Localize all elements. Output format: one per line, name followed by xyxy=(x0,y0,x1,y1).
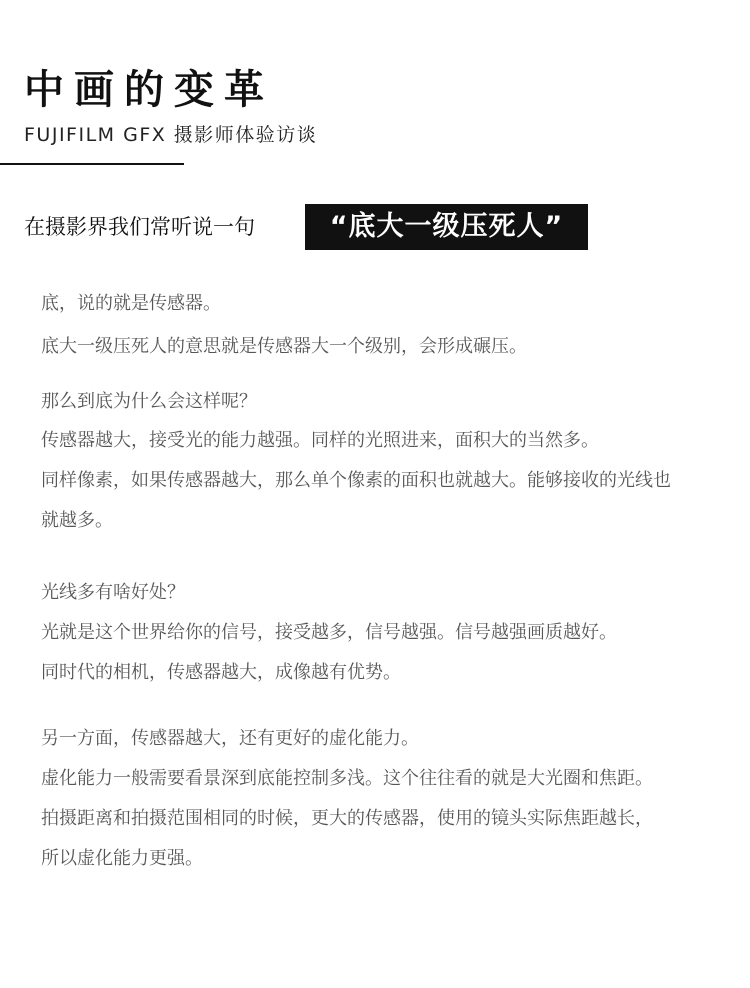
title-divider xyxy=(0,163,184,165)
page-subtitle: FUJIFILM GFX 摄影师体验访谈 xyxy=(24,124,318,146)
paragraph-3-line-3: 同时代的相机，传感器越大，成像越有优势。 xyxy=(41,662,401,683)
paragraph-1-line-1: 底，说的就是传感器。 xyxy=(41,293,221,314)
paragraph-2-line-4: 就越多。 xyxy=(41,510,113,531)
paragraph-4-line-2: 虚化能力一般需要看景深到底能控制多浅。这个往往看的就是大光圈和焦距。 xyxy=(41,768,653,789)
highlight-box xyxy=(305,204,588,250)
paragraph-1-line-2: 底大一级压死人的意思就是传感器大一个级别，会形成碾压。 xyxy=(41,336,527,357)
paragraph-2-line-2: 传感器越大，接受光的能力越强。同样的光照进来，面积大的当然多。 xyxy=(41,430,599,451)
paragraph-4-line-3: 拍摄距离和拍摄范围相同的时候，更大的传感器，使用的镜头实际焦距越长， xyxy=(41,808,653,829)
paragraph-4-line-1: 另一方面，传感器越大，还有更好的虚化能力。 xyxy=(41,728,419,749)
paragraph-3-line-1: 光线多有啥好处？ xyxy=(41,582,185,603)
page-title: 中画的变革 xyxy=(24,67,274,113)
paragraph-2-line-3: 同样像素，如果传感器越大，那么单个像素的面积也就越大。能够接收的光线也 xyxy=(41,470,671,491)
highlight-quote: “底大一级压死人” xyxy=(329,211,564,242)
paragraph-4-line-4: 所以虚化能力更强。 xyxy=(41,848,203,869)
paragraph-2-line-1: 那么到底为什么会这样呢？ xyxy=(41,391,257,412)
intro-text: 在摄影界我们常听说一句 xyxy=(24,215,255,239)
paragraph-3-line-2: 光就是这个世界给你的信号，接受越多，信号越强。信号越强画质越好。 xyxy=(41,622,617,643)
